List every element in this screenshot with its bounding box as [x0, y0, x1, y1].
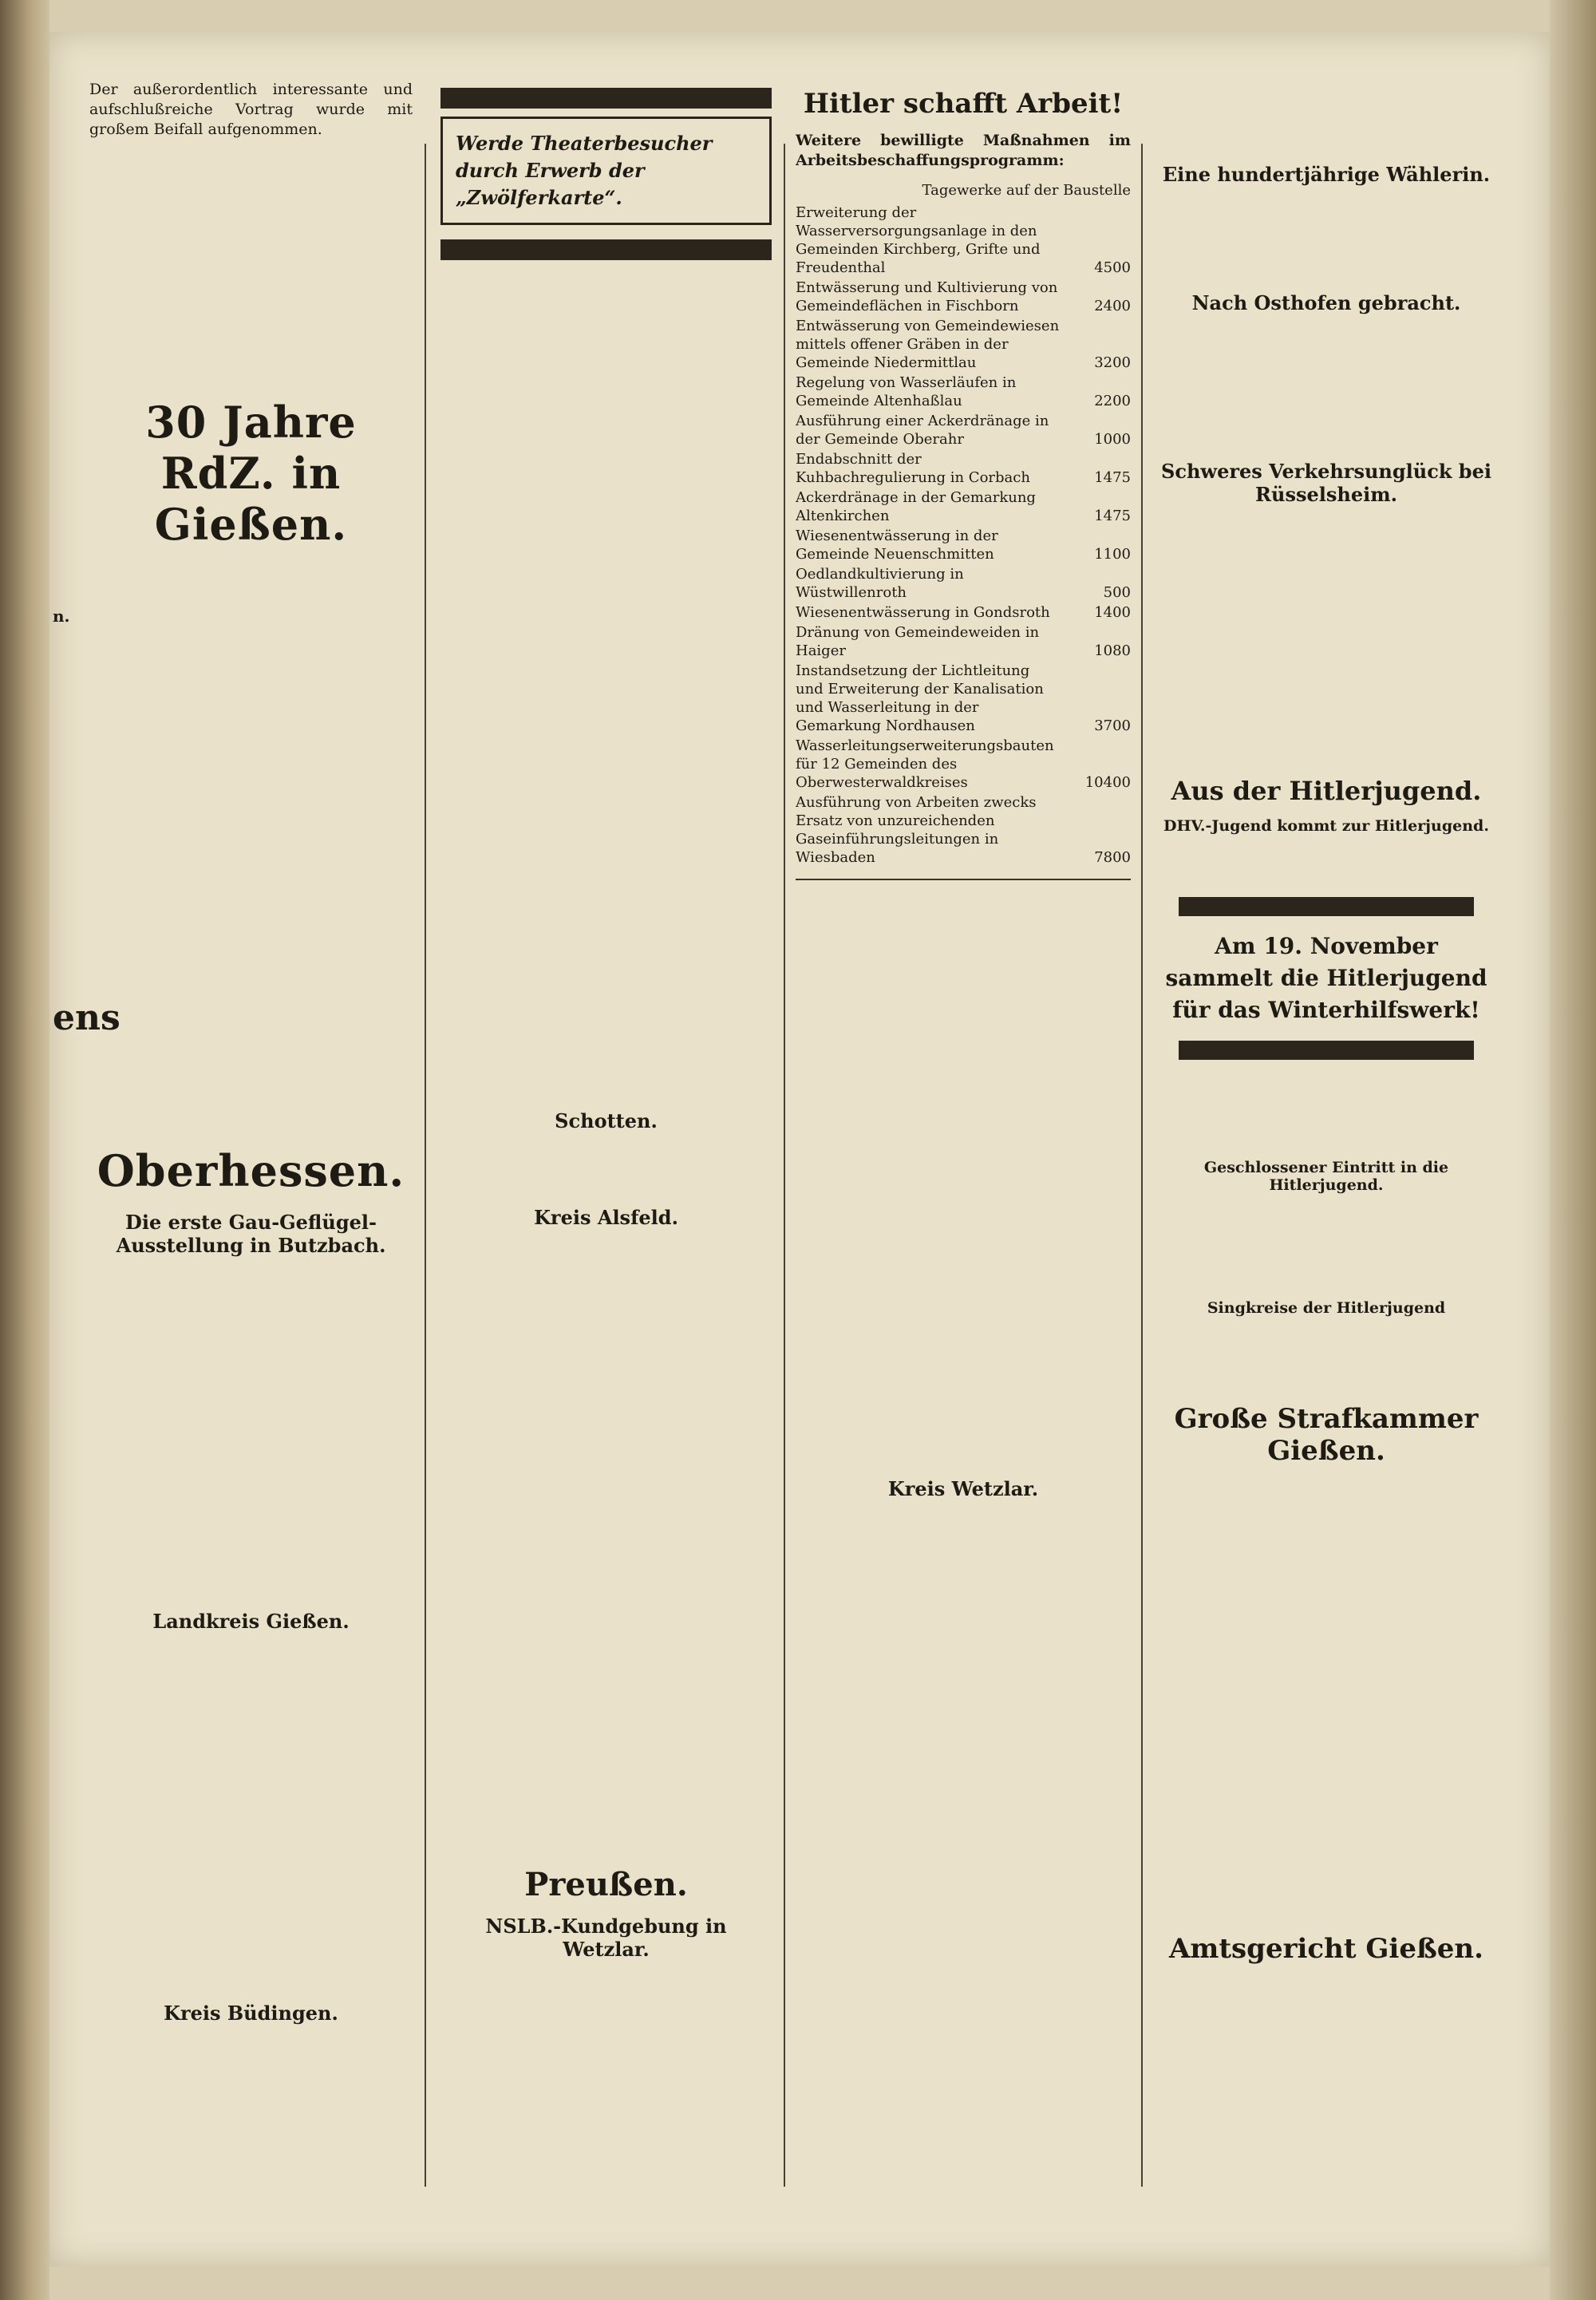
subhead-osthofen: Nach Osthofen gebracht. — [1191, 291, 1461, 314]
divider-bar — [1179, 1041, 1474, 1060]
subhead-buedingen: Kreis Büdingen. — [164, 2002, 338, 2025]
work-table — [796, 203, 1131, 867]
text-block — [1155, 1478, 1498, 1925]
column-3 — [796, 80, 1131, 1507]
page-edge — [1550, 0, 1596, 2300]
subhead-schotten: Schotten. — [555, 1109, 658, 1132]
hj-eintritt: Geschlossener Eintritt in die Hitlerjugend. — [1203, 1159, 1449, 1194]
table-row — [796, 622, 1131, 661]
table-cell-value: 3700 — [1094, 717, 1131, 734]
subhead-amtsgericht: Amtsgericht Gießen. — [1168, 1933, 1483, 1965]
text-block — [1155, 841, 1498, 889]
table-cell-label: Wiesenentwässerung in der Gemeinde Neuenschmitten — [796, 528, 998, 563]
text-block — [89, 564, 413, 1139]
table-cell-label: Dränung von Gemeindeweiden in Haiger — [796, 624, 1040, 659]
headline-oberhessen: Oberhessen. — [97, 1145, 405, 1196]
divider-bar — [1179, 897, 1474, 916]
table-row — [796, 449, 1131, 488]
text-block — [1155, 512, 1498, 768]
table-cell-value: 10400 — [1084, 774, 1131, 791]
table-row — [796, 278, 1131, 316]
newspaper-page — [49, 32, 1550, 2266]
table-cell-value: 1100 — [1094, 546, 1131, 563]
column-rule — [1141, 144, 1143, 2187]
subhead-gefluegel: Die erste Gau-Geflügel-Ausstellung in Butzbach. — [116, 1211, 386, 1257]
divider-bar — [440, 88, 772, 109]
table-cell-value: 1000 — [1094, 431, 1131, 448]
text-block — [89, 1639, 413, 1990]
table-row — [796, 203, 1131, 278]
book-spine — [0, 0, 49, 2300]
table-cell-label: Regelung von Wasserläufen in Gemeinde Altenhaßlau — [796, 374, 1017, 409]
table-row — [796, 603, 1131, 622]
text-block — [1155, 80, 1498, 152]
table-cell-label: Endabschnitt der Kuhbachregulierung in Corbach — [796, 451, 1030, 486]
table-row — [796, 736, 1131, 792]
table-cell-value: 2200 — [1094, 393, 1131, 409]
table-cell-value: 1475 — [1094, 508, 1131, 524]
text-block — [89, 151, 413, 390]
table-intro: Weitere bewilligte Maßnahmen im Arbeitsbeschaffungsprogramm: — [796, 132, 1131, 169]
table-cell-label: Instandsetzung der Lichtleitung und Erweiterung der Kanalisation und Wasserleitung in der Gemarkung Nordhausen — [796, 662, 1044, 734]
table-row — [796, 373, 1131, 411]
text-block — [89, 1263, 413, 1599]
subhead-alsfeld: Kreis Alsfeld. — [534, 1206, 678, 1229]
table-cell-value: 500 — [1103, 584, 1131, 601]
text-block — [1155, 1200, 1498, 1288]
table-row — [796, 488, 1131, 526]
subhead-wetzlar: Kreis Wetzlar. — [887, 1477, 1039, 1500]
separator — [796, 879, 1131, 880]
table-row — [796, 316, 1131, 373]
divider-bar — [440, 239, 772, 260]
text-block — [440, 268, 772, 1098]
winterhilfswerk-banner: Am 19. November sammelt die Hitlerjugend für das Winterhilfswerk! — [1165, 933, 1487, 1023]
table-cell-label: Entwässerung von Gemeindewiesen mittels offener Gräben in der Gemeinde Niedermittlau — [796, 318, 1060, 371]
subhead-landkreis: Landkreis Gießen. — [152, 1610, 350, 1633]
text-block — [440, 1139, 772, 1195]
table-cell-label: Ausführung von Arbeiten zwecks Ersatz von unzureichenden Gaseinführungsleitungen in Wiesbaden — [796, 794, 1037, 866]
table-cell-label: Wiesenentwässerung in Gondsroth — [796, 604, 1050, 621]
subhead-hj: Aus der Hitlerjugend. — [1171, 776, 1482, 806]
column-4 — [1155, 80, 1498, 1976]
table-row — [796, 526, 1131, 564]
stub-fragment-large: ens — [53, 998, 120, 1038]
text-block — [1155, 1323, 1498, 1395]
table-cell-value: 1400 — [1094, 604, 1131, 621]
table-cell-value: 4500 — [1094, 259, 1131, 276]
table-cell-label: Oedlandkultivierung in Wüstwillenroth — [796, 566, 964, 601]
subhead-nslb: NSLB.-Kundgebung in Wetzlar. — [485, 1915, 727, 1961]
subhead-strafkammer: Große Strafkammer Gießen. — [1174, 1403, 1479, 1467]
subhead-preussen: Preußen. — [524, 1866, 688, 1903]
column-rule — [425, 144, 426, 2187]
table-cell-value: 3200 — [1094, 354, 1131, 371]
table-cell-value: 7800 — [1094, 849, 1131, 866]
stub-fragment: n. — [53, 607, 70, 626]
table-row — [796, 661, 1131, 736]
text-block — [796, 891, 1131, 1466]
column-1 — [89, 80, 413, 2031]
table-cell-label: Wasserleitungserweiterungsbauten für 12 Gemeinden des Oberwesterwaldkreises — [796, 737, 1054, 791]
text-block — [440, 1235, 772, 1858]
table-cell-label: Erweiterung der Wasserversorgungsanlage in den Gemeinden Kirchberg, Grifte und Freudenthal — [796, 204, 1041, 276]
intro-text: Der außerordentlich interessante und aufschlußreiche Vortrag wurde mit großem Beifall aufgenommen. — [89, 81, 413, 138]
table-row — [796, 411, 1131, 449]
headline-hitler: Hitler schafft Arbeit! — [803, 88, 1124, 120]
table-row — [796, 564, 1131, 603]
table-cell-label: Ausführung einer Ackerdränage in der Gemeinde Oberahr — [796, 413, 1049, 448]
table-cell-label: Entwässerung und Kultivierung von Gemeindeflächen in Fischborn — [796, 279, 1058, 314]
text-block — [1155, 321, 1498, 449]
table-cell-value: 2400 — [1094, 298, 1131, 314]
text-block — [1155, 1068, 1498, 1148]
table-cell-value: 1080 — [1094, 642, 1131, 659]
theater-notice: Werde Theaterbesucher durch Erwerb der „Zwölferkarte“. — [440, 117, 772, 225]
subhead-unglueck: Schweres Verkehrsunglück bei Rüsselsheim. — [1161, 460, 1491, 506]
table-row — [796, 792, 1131, 867]
text-block — [1155, 192, 1498, 280]
table-cell-label: Ackerdränage in der Gemarkung Altenkirchen — [796, 489, 1036, 524]
headline-rdz: 30 Jahre RdZ. in Gießen. — [145, 397, 357, 550]
hj-singkreis: Singkreise der Hitlerjugend — [1207, 1299, 1446, 1317]
table-header: Tagewerke auf der Baustelle — [922, 182, 1131, 199]
column-rule — [784, 144, 785, 2187]
subhead-waehlerin: Eine hundertjährige Wählerin. — [1162, 163, 1491, 186]
hj-lead: DHV.-Jugend kommt zur Hitlerjugend. — [1163, 817, 1489, 835]
table-cell-value: 1475 — [1094, 469, 1131, 486]
column-2 — [440, 80, 772, 1967]
